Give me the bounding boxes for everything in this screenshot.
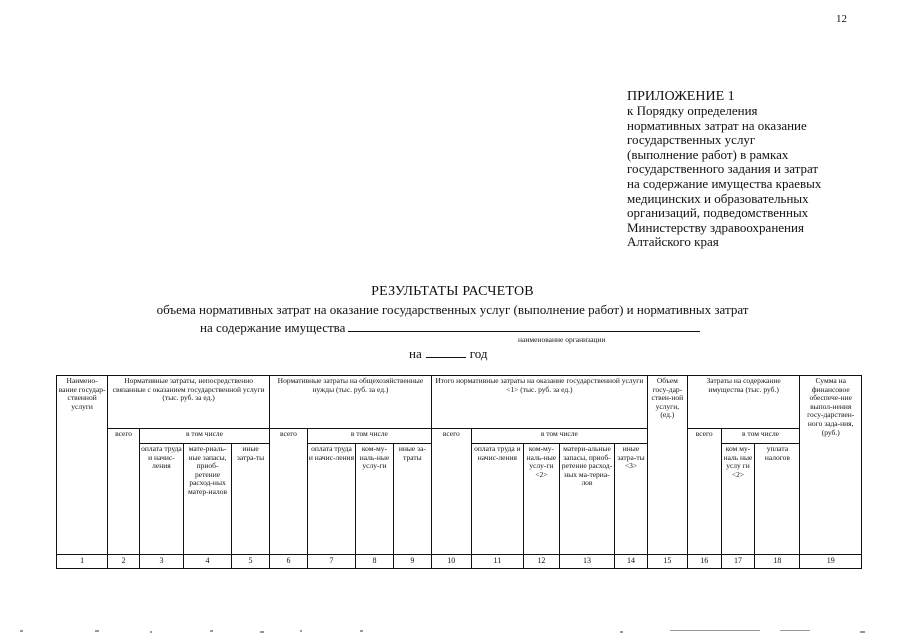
general-total-header: всего [270,429,308,555]
document-title: РЕЗУЛЬТАТЫ РАСЧЕТОВ [371,284,534,299]
total-pay-header: оплата труда и начис-ления [471,444,523,555]
organization-line [200,319,700,336]
column-number: 5 [232,555,270,569]
general-including-header: в том числе [307,429,431,444]
organization-blank [348,319,700,332]
column-number: 4 [183,555,231,569]
header-general-costs: Нормативные затраты на общехозяйственные нужды (тыс. руб. за ед.) [270,376,432,429]
property-total-header: всего [687,429,721,555]
appendix-title: ПРИЛОЖЕНИЕ 1 [627,89,735,104]
year-suffix: год [469,346,488,361]
year-blank [426,345,466,358]
page-number: 12 [836,13,847,25]
column-number: 7 [307,555,355,569]
column-number: 19 [800,555,862,569]
total-total-header: всего [431,429,471,555]
property-utilities-header: ком му-наль ные услу ги <2> [721,444,755,555]
scan-edge-artifact [0,628,905,634]
year-line [409,345,487,362]
header-service-name: Наимено-вание государ-ственной услуги [57,376,108,555]
appendix-line: Алтайского края [627,234,719,250]
appendix-block [627,89,877,250]
total-other-header: иные затра-ты <3> [615,444,648,555]
column-number: 8 [356,555,394,569]
appendix-line: (выполнение работ) в рамках [627,146,789,162]
general-other-header: иные за-траты [393,444,431,555]
direct-other-header: иные затра-ты [232,444,270,555]
appendix-line: нормативных затрат на оказание [627,117,807,133]
header-service-volume: Объем госу-дар-ствен-ной услуги, (ед.) [647,376,687,555]
appendix-line: медицинских и образовательных [627,190,809,206]
year-prefix: на [409,346,422,361]
general-pay-header: оплата труда и начис-ления [307,444,355,555]
total-utilities-header: ком-му-наль-ные услу-ги <2> [523,444,559,555]
column-number: 3 [139,555,183,569]
direct-total-header: всего [108,429,140,555]
column-number: 15 [647,555,687,569]
document-subtitle: объема нормативных затрат на оказание государственных услуг (выполнение работ) и нормативных затрат [156,302,749,317]
property-taxes-header: уплата налогов [755,444,800,555]
appendix-line: государственного задания и затрат [627,161,819,177]
column-number: 1 [57,555,108,569]
column-number: 14 [615,555,648,569]
total-materials-header: матери-альные запасы, приоб-ретение расход-ных ма-териа-лов [559,444,614,555]
column-number: 6 [270,555,308,569]
organization-label: на содержание имущества [200,320,346,335]
total-including-header: в том числе [471,429,647,444]
property-including-header: в том числе [721,429,800,444]
general-utilities-header: ком-му-наль-ные услу-ги [356,444,394,555]
appendix-line: к Порядку определения [627,103,758,118]
header-direct-costs: Нормативные затраты, непосредственно связанные с оказанием государственной услуги (тыс. руб. за ед.) [108,376,270,429]
column-number: 9 [393,555,431,569]
column-number: 2 [108,555,140,569]
appendix-line: государственных услуг [627,132,756,148]
header-property-costs: Затраты на содержание имущества (тыс. руб.) [687,376,800,429]
header-total-costs: Итого нормативные затраты на оказание государственной услуги <1> (тыс. руб. за ед.) [431,376,647,429]
direct-pay-header: оплата труда и начис-ления [139,444,183,555]
column-number: 18 [755,555,800,569]
column-number: 17 [721,555,755,569]
appendix-line: Министерству здравоохранения [627,219,804,235]
header-financing-sum: Сумма на финансовое обеспече-ние выпол-нения госу-дарствен-ного зада-ния, (руб.) [800,376,862,555]
column-number: 12 [523,555,559,569]
organization-hint: наименование организации [518,335,606,344]
direct-including-header: в том числе [139,429,269,444]
column-number: 13 [559,555,614,569]
column-number: 16 [687,555,721,569]
appendix-line: на содержание имущества краевых [627,175,822,191]
column-number: 11 [471,555,523,569]
appendix-line: организаций, подведомственных [627,205,809,221]
column-number: 10 [431,555,471,569]
direct-materials-header: мате-риаль-ные запасы, приоб-ретение расход-ных матер-иалов [183,444,231,555]
calculation-table [56,375,862,569]
